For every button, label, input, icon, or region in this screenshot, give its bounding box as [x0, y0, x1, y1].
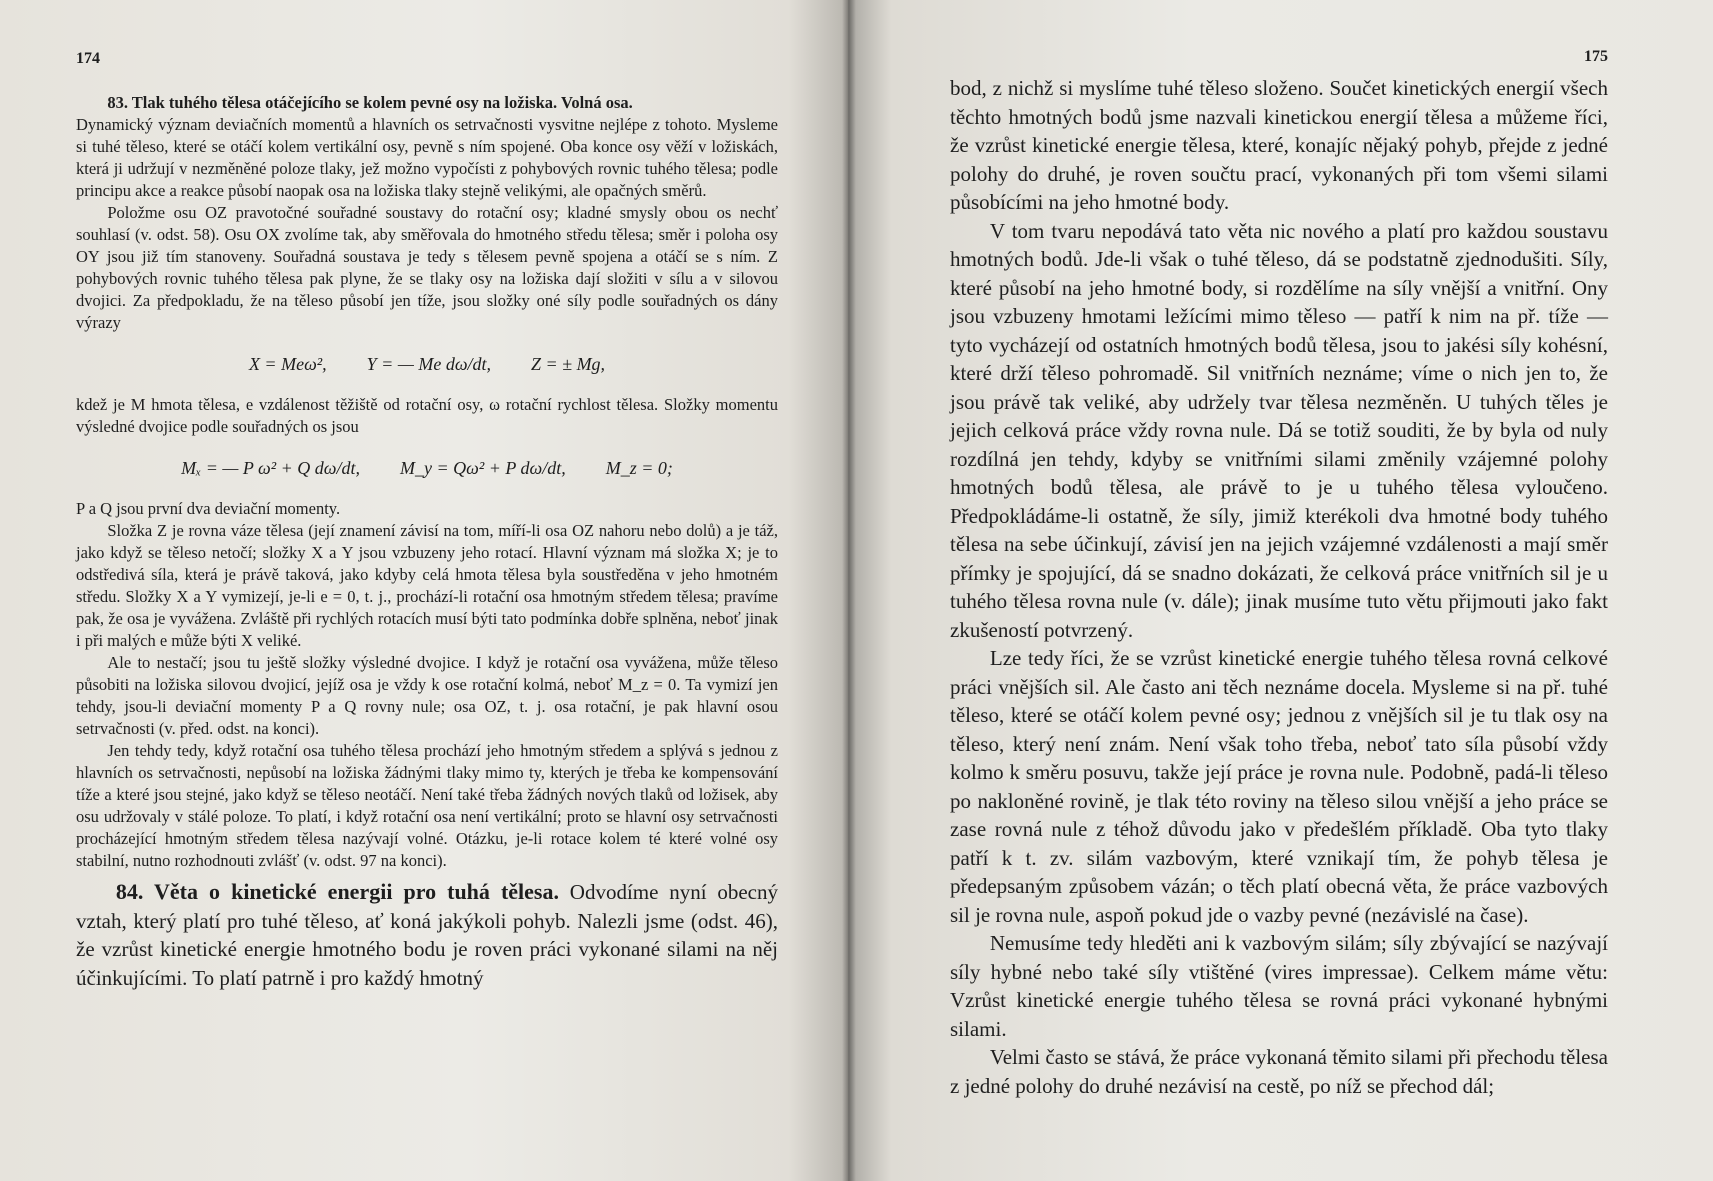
- paragraph: P a Q jsou první dva deviační momenty.: [76, 499, 341, 518]
- paragraph: Jen tehdy tedy, když rotační osa tuhého tělesa prochází jeho hmotným středem a splývá s jednou z hlavních os setrvačnosti, nepůsobí na ložiska žádnými tlaky mimo ty, kterých je třeba ke kompensování tíže a které jsou stejné, jako když se těleso neotáčí. Není také třeba žádných nových tlaků od ložisek, aby osu udržovaly v stálé poloze. To platí, i když rotační osa není vertikální; proto se hlavní osy setrvačnosti procházející hmotným středem tělesa nazývají volné. Otázku, je-li rotace kolem té které volné osy stabilní, nutno rozhodnouti zvlášť (v. odst. 97 na konci).: [76, 741, 778, 870]
- section-83-heading: 83. Tlak tuhého tělesa otáčejícího se kolem pevné osy na ložiska. Volná osa.: [107, 93, 633, 112]
- equation-force-components: [76, 336, 778, 392]
- equation-term: M_z = 0;: [605, 458, 673, 478]
- paragraph: Lze tedy říci, že se vzrůst kinetické energie tuhého tělesa rovná celkové práci vnějších sil. Ale často ani těch neznáme docela. Mysleme si na př. tuhé těleso, které se otáčí kolem pevné osy; jednou z vnějších sil je tu tlak osy na těleso, který není znám. Není však toho třeba, neboť tato síla působí vždy kolmo k směru posuvu, takže její práce je rovna nule. Podobně, padá-li těleso po nakloněné rovině, je tlak této roviny na těleso silou vnější a jeho práce se zase rovná nule z téhož důvodu jako v předešlém příkladě. Oba tyto tlaky patří k t. zv. silám vazbovým, které vznikají tím, že pohyb tělesa je předepsaným způsobem vázán; o těch platí obecná věta, že práce vazbových sil je rovna nule, aspoň pokud jde o vazby pevné (nezávislé na čase).: [950, 646, 1608, 927]
- equation-term: Y = — Me dω/dt,: [366, 354, 492, 374]
- paragraph: Složka Z je rovna váze tělesa (její znamení závisí na tom, míří-li osa OZ nahoru nebo dolů) a je táž, jako když se těleso netočí; složky X a Y jsou vzbuzeny jeho rotací. Hlavní význam má složka X; je to odstředivá síla, která je právě taková, jako kdyby celá hmota tělesa byla soustředěna v jeho hmotném středu. Složky X a Y vymizejí, je-li e = 0, t. j., prochází-li rotační osa hmotným středem tělesa; pravíme pak, že osa je vyvážena. Zvláště při rychlých rotacích musí býti tato podmínka dobře splněna, neboť jinak i při malých e může býti X veliké.: [76, 521, 778, 650]
- paragraph: Odvodíme nyní obecný vztah, který platí pro tuhé těleso, ať koná jakýkoli pohyb. Nalezli jsme (odst. 46), že vzrůst kinetické energie hmotného bodu je roven práci vykonané silami na něj účinkujícími. To platí patrně i pro každý hmotný: [76, 880, 778, 990]
- paragraph: Nemusíme tedy hleděti ani k vazbovým silám; síly zbývající se nazývají síly hybné nebo také síly vtištěné (vires impressae). Celkem máme větu: Vzrůst kinetické energie tuhého tělesa se rovná práci vykonané hybnými silami.: [950, 931, 1608, 1041]
- book-gutter: [842, 0, 856, 1181]
- paragraph: Velmi často se stává, že práce vykonaná těmito silami při přechodu tělesa z jedné polohy do druhé nezávisí na cestě, po níž se přechod dál;: [950, 1045, 1608, 1098]
- section-83: [76, 92, 778, 872]
- paragraph: kdež je M hmota tělesa, e vzdálenost těžiště od rotační osy, ω rotační rychlost tělesa. Složky momentu výsledné dvojice podle souřadných os jsou: [76, 395, 778, 436]
- equation-moment-components: [76, 440, 778, 496]
- paragraph: Ale to nestačí; jsou tu ještě složky výsledné dvojice. I když je rotační osa vyvážena, může těleso působiti na ložiska silovou dvojicí, jejíž osa je vždy k ose rotační kolmá, neboť M_z = 0. Ta vymizí jen tehdy, jsou-li deviační momenty P a Q rovny nule; osa OZ, t. j. osa rotační, je pak hlavní osou setrvačnosti (v. před. odst. na konci).: [76, 653, 778, 738]
- paragraph: Položme osu OZ pravotočné souřadné soustavy do rotační osy; kladné smysly obou os nechť souhlasí (v. odst. 58). Osu OX zvolíme tak, aby směřovala do hmotného středu tělesa; směr i poloha osy OY jsou již tím stanoveny. Souřadná soustava je tedy s tělesem pevně spojena a otáčí se s ním. Z pohybových rovnic tuhého tělesa pak plyne, že se tlaky osy na ložiska dají složiti v sílu a v silovou dvojici. Za předpokladu, že na těleso působí jen tíže, jsou složky oné síly podle souřadných os dány výrazy: [76, 203, 778, 332]
- right-page-body: [950, 74, 1608, 1100]
- section-84-heading: 84. Věta o kinetické energii pro tuhá tělesa.: [115, 879, 559, 904]
- section-84: [76, 878, 778, 992]
- paragraph: bod, z nichž si myslíme tuhé těleso složeno. Součet kinetických energií všech těchto hmotných bodů jsme nazvali kinetickou energií tělesa a můžeme říci, že vzrůst kinetické energie tělesa, které, konajíc nějaký pohyb, přejde z jedné polohy do druhé, je roven součtu prací, vykonaných při tom všemi silami působícími na jeho hmotné body.: [950, 76, 1608, 214]
- paragraph: V tom tvaru nepodává tato věta nic nového a platí pro každou soustavu hmotných bodů. Jde-li však o tuhé těleso, dá se podstatně zjednodušiti. Síly, které působí na jeho hmotné body, si rozdělíme na síly vnější a vnitřní. Ony jsou vzbuzeny hmotami ležícími mimo těleso — patří k nim na př. tíže — tyto vycházejí od ostatních hmotných bodů tělesa, jsou to jakési síly kohésní, které drží těleso pohromadě. Sil vnitřních neznáme; víme o nich jen to, že jsou právě tak veliké, aby udržely tvar tělesa nezměněn. U tuhých těles je jejich celková práce vždy rovna nule. Dá se totiž souditi, že by byla od nuly rozdílná jen tehdy, kdyby se vnitřními silami změnily vzájemné polohy hmotných bodů tělesa, ale právě to je u tuhého tělesa vyloučeno. Předpokládáme-li ostatně, že síly, jimiž kterékoli dva hmotné body tuhého tělesa na sebe účinkují, závisí jen na jejich vzájemné vzdálenosti a mají směr přímky je spojující, dá se snadno dokázati, že celková práce vnitřních sil je u tuhého tělesa rovna nule (v. dále); jinak musíme tuto větu přijmouti jako fakt zkušeností potvrzený.: [950, 218, 1608, 642]
- page-number: 175: [1584, 48, 1608, 65]
- equation-term: Z = ± Mg,: [531, 354, 606, 374]
- equation-term: X = Meω²,: [248, 354, 327, 374]
- page-number: 174: [76, 50, 100, 67]
- equation-term: M_y = Qω² + P dω/dt,: [400, 458, 566, 478]
- left-page: [0, 0, 848, 1181]
- right-page: [848, 0, 1713, 1181]
- paragraph: Dynamický význam deviačních momentů a hlavních os setrvačnosti vysvitne nejlépe z tohoto. Mysleme si tuhé těleso, které se otáčí kolem vertikální osy, pevně s ním spojené. Oba konce osy věží v ložiskách, která ji udržují v nezměněné poloze tlaky, jež možno vypočísti z pohybových rovnic tuhého tělesa; podle principu akce a reakce působí naopak osa na ložiska tlaky stejně velikými, ale opačných směrů.: [76, 115, 778, 200]
- equation-term: Mₓ = — P ω² + Q dω/dt,: [181, 458, 360, 478]
